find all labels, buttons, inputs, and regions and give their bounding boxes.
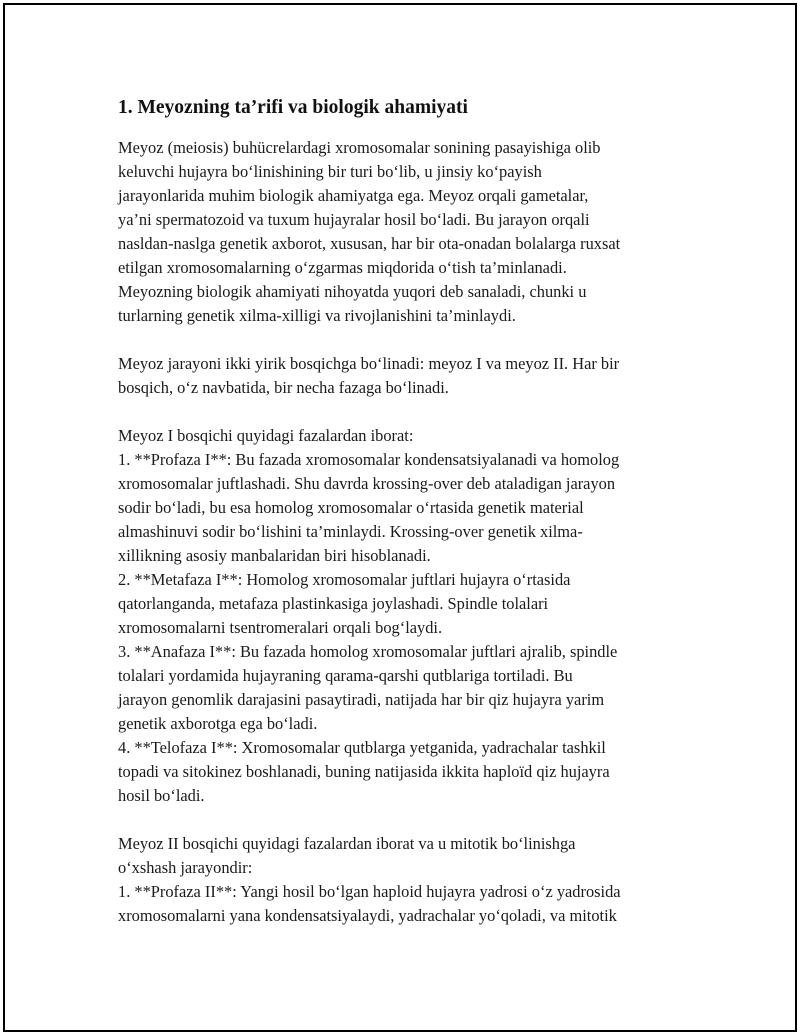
text-line: ya’ni spermatozoid va tuxum hujayralar hosil boʻladi. Bu jarayon orqali — [118, 210, 590, 229]
text-line: sodir boʻladi, bu esa homolog xromosomalar oʻrtasida genetik material — [118, 498, 584, 517]
meiosis-two-list — [118, 832, 690, 928]
text-line: xromosomalarni tsentromeralari orqali bogʻlaydi. — [118, 618, 443, 637]
document-body — [118, 96, 690, 952]
stages-paragraph — [118, 352, 690, 400]
text-line: xromosomalar juftlashadi. Shu davrda krossing-over deb ataladigan jarayon — [118, 474, 616, 493]
intro-paragraph — [118, 136, 690, 328]
text-line: xillikning asosiy manbalaridan biri hisoblanadi. — [118, 546, 431, 565]
text-line: 1. **Profaza I**: Bu fazada xromosomalar kondensatsiyalanadi va homolog — [118, 450, 620, 469]
text-line: Meyoz (meiosis) buhücrelardagi xromosomalar sonining pasayishiga olib — [118, 138, 601, 157]
text-line: jarayon genomlik darajasini pasaytiradi, natijada har bir qiz hujayra yarim — [118, 690, 605, 709]
text-line: keluvchi hujayra boʻlinishining bir turi boʻlib, u jinsiy koʻpayish — [118, 162, 542, 181]
text-line: almashinuvi sodir boʻlishini ta’minlaydi. Krossing-over genetik xilma- — [118, 522, 583, 541]
text-line: topadi va sitokinez boshlanadi, buning natijasida ikkita haploïd qiz hujayra — [118, 762, 610, 781]
text-line: Meyoz II bosqichi quyidagi fazalardan iborat va u mitotik boʻlinishga — [118, 834, 576, 853]
text-line: Meyozning biologik ahamiyati nihoyatda yuqori deb sanaladi, chunki u — [118, 282, 587, 301]
text-line: hosil boʻladi. — [118, 786, 205, 805]
text-line: 2. **Metafaza I**: Homolog xromosomalar juftlari hujayra oʻrtasida — [118, 570, 571, 589]
text-line: bosqich, oʻz navbatida, bir necha fazaga boʻlinadi. — [118, 378, 449, 397]
meiosis-one-list — [118, 424, 690, 808]
text-line: Meyoz I bosqichi quyidagi fazalardan iborat: — [118, 426, 414, 445]
text-line: genetik axborotga ega boʻladi. — [118, 714, 318, 733]
section-heading: 1. Meyozning ta’rifi va biologik ahamiyati — [118, 97, 468, 118]
text-line: qatorlanganda, metafaza plastinkasiga joylashadi. Spindle tolalari — [118, 594, 549, 613]
text-line: tolalari yordamida hujayraning qarama-qarshi qutblariga tortiladi. Bu — [118, 666, 573, 685]
text-line: oʻxshash jarayondir: — [118, 858, 253, 877]
text-line: 1. **Profaza II**: Yangi hosil boʻlgan haploid hujayra yadrosi oʻz yadrosida — [118, 882, 621, 901]
text-line: Meyoz jarayoni ikki yirik bosqichga boʻlinadi: meyoz I va meyoz II. Har bir — [118, 354, 620, 373]
text-line: etilgan xromosomalarning oʻzgarmas miqdorida oʻtish ta’minlanadi. — [118, 258, 567, 277]
text-line: xromosomalarni yana kondensatsiyalaydi, yadrachalar yoʻqoladi, va mitotik — [118, 906, 617, 925]
text-line: 4. **Telofaza I**: Xromosomalar qutblarga yetganida, yadrachalar tashkil — [118, 738, 606, 757]
text-line: nasldan-naslga genetik axborot, xususan, har bir ota-onadan bolalarga ruxsat — [118, 234, 621, 253]
text-line: 3. **Anafaza I**: Bu fazada homolog xromosomalar juftlari ajralib, spindle — [118, 642, 618, 661]
text-line: turlarning genetik xilma-xilligi va rivojlanishini ta’minlaydi. — [118, 306, 516, 325]
text-line: jarayonlarida muhim biologik ahamiyatga ega. Meyoz orqali gametalar, — [118, 186, 589, 205]
